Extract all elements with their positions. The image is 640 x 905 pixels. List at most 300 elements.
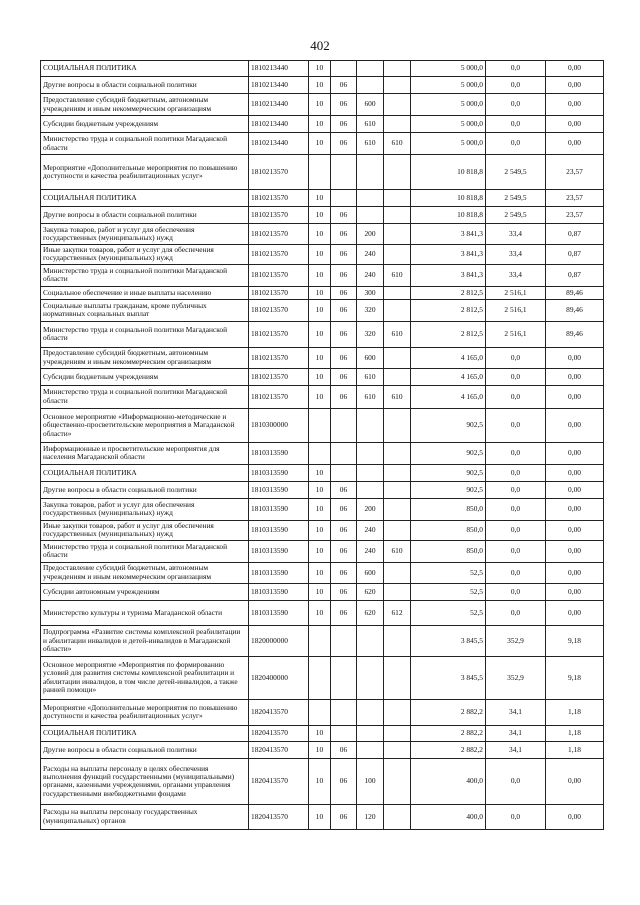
row-expense-type: 200	[357, 224, 384, 245]
row-admin-code: 612	[384, 600, 411, 625]
row-name: Расходы на выплаты персоналу государственных (муниципальных) органов	[41, 804, 249, 829]
row-admin-code: 610	[384, 540, 411, 562]
row-subsection: 06	[331, 94, 357, 116]
row-name: Министерство труда и социальной политики Магаданской области	[41, 264, 249, 286]
row-section: 10	[309, 368, 331, 385]
table-row	[41, 347, 604, 368]
row-target-code: 1810213570	[249, 286, 309, 299]
row-admin-code	[384, 94, 411, 116]
row-target-code: 1810213440	[249, 133, 309, 155]
row-section: 10	[309, 190, 331, 207]
row-target-code: 1810313590	[249, 481, 309, 498]
row-planned-amount: 5 000,0	[411, 116, 486, 133]
table-row	[41, 741, 604, 758]
row-name: Предоставление субсидий бюджетным, автономным учреждениям и иным некоммерческим организациям	[41, 562, 249, 583]
row-target-code: 1810300000	[249, 408, 309, 442]
row-actual-amount: 352,9	[486, 656, 546, 699]
row-section: 10	[309, 540, 331, 562]
row-target-code: 1810213570	[249, 368, 309, 385]
row-subsection	[331, 625, 357, 656]
table-row	[41, 207, 604, 224]
row-expense-type	[357, 408, 384, 442]
row-expense-type: 610	[357, 385, 384, 408]
row-name: Основное мероприятие «Мероприятия по формированию условий для развития системы комплексной реабилитации и абилитации инвалидов, в том числе детей-инвалидов, а также ранней помощи»	[41, 656, 249, 699]
row-subsection	[331, 656, 357, 699]
row-expense-type	[357, 699, 384, 725]
row-planned-amount: 5 000,0	[411, 94, 486, 116]
row-execution-percent: 23,57	[546, 207, 604, 224]
page-number: 402	[310, 38, 330, 53]
row-section: 10	[309, 94, 331, 116]
row-target-code: 1810213570	[249, 245, 309, 265]
row-name: Закупка товаров, работ и услуг для обеспечения государственных (муниципальных) нужд	[41, 224, 249, 245]
row-section: 10	[309, 347, 331, 368]
row-admin-code	[384, 207, 411, 224]
row-admin-code	[384, 61, 411, 77]
row-execution-percent: 0,00	[546, 464, 604, 481]
row-section: 10	[309, 562, 331, 583]
row-admin-code	[384, 699, 411, 725]
row-section: 10	[309, 725, 331, 741]
table-row	[41, 600, 604, 625]
row-target-code: 1810213570	[249, 347, 309, 368]
row-actual-amount: 0,0	[486, 408, 546, 442]
row-subsection: 06	[331, 347, 357, 368]
row-target-code: 1810213440	[249, 116, 309, 133]
row-target-code: 1810213440	[249, 61, 309, 77]
row-subsection	[331, 442, 357, 464]
row-name: Основное мероприятие «Информационно-методические и общественно-просветительские мероприятия в Магаданской области»	[41, 408, 249, 442]
row-actual-amount: 2 516,1	[486, 321, 546, 347]
row-expense-type	[357, 190, 384, 207]
row-target-code: 1810313590	[249, 464, 309, 481]
row-planned-amount: 4 165,0	[411, 347, 486, 368]
table-row	[41, 224, 604, 245]
row-execution-percent: 0,00	[546, 61, 604, 77]
row-name: Информационные и просветительские мероприятия для населения Магаданской области	[41, 442, 249, 464]
row-target-code: 1810213570	[249, 385, 309, 408]
row-execution-percent: 0,00	[546, 116, 604, 133]
row-target-code: 1810213570	[249, 299, 309, 321]
row-name: Мероприятие «Дополнительные мероприятия по повышению доступности и качества реабилитационных услуг»	[41, 155, 249, 190]
row-planned-amount: 5 000,0	[411, 77, 486, 94]
row-admin-code	[384, 245, 411, 265]
row-execution-percent: 1,18	[546, 725, 604, 741]
row-expense-type	[357, 481, 384, 498]
row-section: 10	[309, 758, 331, 804]
row-name: Закупка товаров, работ и услуг для обеспечения государственных (муниципальных) нужд	[41, 498, 249, 520]
row-expense-type: 610	[357, 133, 384, 155]
row-subsection: 06	[331, 583, 357, 600]
table-row	[41, 442, 604, 464]
row-target-code: 1820400000	[249, 656, 309, 699]
row-planned-amount: 52,5	[411, 583, 486, 600]
row-section	[309, 625, 331, 656]
table-row	[41, 656, 604, 699]
row-admin-code	[384, 286, 411, 299]
row-target-code: 1820000000	[249, 625, 309, 656]
row-section	[309, 442, 331, 464]
table-row	[41, 481, 604, 498]
row-expense-type: 320	[357, 321, 384, 347]
row-execution-percent: 0,00	[546, 347, 604, 368]
row-expense-type: 300	[357, 286, 384, 299]
row-planned-amount: 52,5	[411, 562, 486, 583]
row-section: 10	[309, 583, 331, 600]
row-execution-percent: 23,57	[546, 155, 604, 190]
row-actual-amount: 0,0	[486, 562, 546, 583]
row-section: 10	[309, 498, 331, 520]
row-target-code: 1810213570	[249, 155, 309, 190]
row-target-code: 1810213440	[249, 94, 309, 116]
row-section: 10	[309, 385, 331, 408]
row-section: 10	[309, 224, 331, 245]
row-actual-amount: 352,9	[486, 625, 546, 656]
row-section: 10	[309, 481, 331, 498]
row-name: Расходы на выплаты персоналу в целях обеспечения выполнения функций государственными (муниципальными) органами, казенными учреждениями, органами управления государственными внебюджетными фондами	[41, 758, 249, 804]
row-name: Другие вопросы в области социальной политики	[41, 77, 249, 94]
row-admin-code	[384, 464, 411, 481]
row-subsection: 06	[331, 321, 357, 347]
row-planned-amount: 3 841,3	[411, 264, 486, 286]
row-admin-code	[384, 116, 411, 133]
row-section: 10	[309, 133, 331, 155]
row-execution-percent: 0,00	[546, 481, 604, 498]
row-planned-amount: 10 818,8	[411, 155, 486, 190]
row-subsection: 06	[331, 498, 357, 520]
row-planned-amount: 2 882,2	[411, 741, 486, 758]
row-expense-type	[357, 741, 384, 758]
row-admin-code	[384, 224, 411, 245]
row-planned-amount: 5 000,0	[411, 61, 486, 77]
row-name: Другие вопросы в области социальной политики	[41, 481, 249, 498]
row-name: Субсидии автономным учреждениям	[41, 583, 249, 600]
row-target-code: 1810213570	[249, 190, 309, 207]
row-execution-percent: 0,87	[546, 245, 604, 265]
row-section	[309, 699, 331, 725]
row-actual-amount: 33,4	[486, 264, 546, 286]
row-actual-amount: 2 516,1	[486, 286, 546, 299]
row-admin-code	[384, 77, 411, 94]
row-execution-percent: 0,00	[546, 758, 604, 804]
row-execution-percent: 0,00	[546, 583, 604, 600]
table-row	[41, 699, 604, 725]
row-target-code: 1820413570	[249, 699, 309, 725]
row-execution-percent: 0,87	[546, 264, 604, 286]
table-row	[41, 725, 604, 741]
row-name: Иные закупки товаров, работ и услуг для обеспечения государственных (муниципальных) нужд	[41, 245, 249, 265]
row-actual-amount: 0,0	[486, 758, 546, 804]
row-actual-amount: 2 549,5	[486, 207, 546, 224]
row-planned-amount: 902,5	[411, 481, 486, 498]
row-expense-type: 610	[357, 116, 384, 133]
row-section	[309, 155, 331, 190]
row-execution-percent: 0,00	[546, 562, 604, 583]
row-expense-type	[357, 464, 384, 481]
row-planned-amount: 3 841,3	[411, 245, 486, 265]
row-execution-percent: 0,00	[546, 368, 604, 385]
row-execution-percent: 9,18	[546, 625, 604, 656]
row-section: 10	[309, 264, 331, 286]
row-actual-amount: 0,0	[486, 498, 546, 520]
table-row	[41, 758, 604, 804]
row-execution-percent: 89,46	[546, 286, 604, 299]
row-target-code: 1810313590	[249, 520, 309, 540]
row-subsection: 06	[331, 286, 357, 299]
row-section: 10	[309, 245, 331, 265]
row-admin-code	[384, 583, 411, 600]
table-row	[41, 520, 604, 540]
row-expense-type: 620	[357, 600, 384, 625]
row-subsection: 06	[331, 540, 357, 562]
row-expense-type: 240	[357, 245, 384, 265]
row-subsection	[331, 699, 357, 725]
row-name: Министерство труда и социальной политики Магаданской области	[41, 540, 249, 562]
row-actual-amount: 0,0	[486, 481, 546, 498]
row-expense-type	[357, 656, 384, 699]
row-execution-percent: 0,00	[546, 804, 604, 829]
row-admin-code: 610	[384, 321, 411, 347]
row-expense-type: 610	[357, 368, 384, 385]
row-planned-amount: 902,5	[411, 464, 486, 481]
row-target-code: 1810213570	[249, 264, 309, 286]
row-subsection: 06	[331, 133, 357, 155]
row-subsection: 06	[331, 299, 357, 321]
row-expense-type: 100	[357, 758, 384, 804]
row-expense-type	[357, 207, 384, 224]
row-subsection: 06	[331, 481, 357, 498]
row-actual-amount: 0,0	[486, 600, 546, 625]
row-actual-amount: 0,0	[486, 464, 546, 481]
row-planned-amount: 3 845,5	[411, 625, 486, 656]
row-actual-amount: 0,0	[486, 804, 546, 829]
row-subsection	[331, 61, 357, 77]
row-planned-amount: 902,5	[411, 442, 486, 464]
row-name: Подпрограмма «Развитие системы комплексной реабилитации и абилитации инвалидов и детей-инвалидов в Магаданской области»	[41, 625, 249, 656]
row-expense-type	[357, 625, 384, 656]
table-row	[41, 94, 604, 116]
row-subsection: 06	[331, 77, 357, 94]
row-admin-code	[384, 625, 411, 656]
table-row	[41, 133, 604, 155]
row-section: 10	[309, 286, 331, 299]
row-expense-type: 600	[357, 94, 384, 116]
row-subsection: 06	[331, 245, 357, 265]
table-row	[41, 540, 604, 562]
row-execution-percent: 0,00	[546, 442, 604, 464]
row-subsection	[331, 725, 357, 741]
row-subsection: 06	[331, 600, 357, 625]
row-section	[309, 408, 331, 442]
row-target-code: 1810313590	[249, 442, 309, 464]
row-admin-code	[384, 498, 411, 520]
row-subsection: 06	[331, 741, 357, 758]
table-row	[41, 190, 604, 207]
row-subsection	[331, 408, 357, 442]
row-planned-amount: 850,0	[411, 540, 486, 562]
row-section: 10	[309, 321, 331, 347]
row-admin-code	[384, 408, 411, 442]
row-name: СОЦИАЛЬНАЯ ПОЛИТИКА	[41, 190, 249, 207]
row-name: СОЦИАЛЬНАЯ ПОЛИТИКА	[41, 464, 249, 481]
row-section: 10	[309, 741, 331, 758]
table-row	[41, 299, 604, 321]
row-section: 10	[309, 299, 331, 321]
row-section: 10	[309, 116, 331, 133]
row-admin-code	[384, 758, 411, 804]
table-row	[41, 583, 604, 600]
budget-table-body	[41, 61, 604, 830]
row-subsection	[331, 190, 357, 207]
row-target-code: 1820413570	[249, 741, 309, 758]
row-target-code: 1810213570	[249, 224, 309, 245]
row-section: 10	[309, 804, 331, 829]
row-execution-percent: 0,00	[546, 133, 604, 155]
row-expense-type	[357, 725, 384, 741]
row-name: Мероприятие «Дополнительные мероприятия по повышению доступности и качества реабилитационных услуг»	[41, 699, 249, 725]
row-admin-code	[384, 155, 411, 190]
row-actual-amount: 2 549,5	[486, 190, 546, 207]
row-execution-percent: 0,00	[546, 540, 604, 562]
row-actual-amount: 2 516,1	[486, 299, 546, 321]
row-name: Иные закупки товаров, работ и услуг для обеспечения государственных (муниципальных) нужд	[41, 520, 249, 540]
row-planned-amount: 3 845,5	[411, 656, 486, 699]
row-expense-type	[357, 77, 384, 94]
table-row	[41, 264, 604, 286]
row-execution-percent: 89,46	[546, 299, 604, 321]
row-planned-amount: 5 000,0	[411, 133, 486, 155]
row-expense-type: 240	[357, 540, 384, 562]
row-actual-amount: 33,4	[486, 224, 546, 245]
row-subsection: 06	[331, 758, 357, 804]
row-execution-percent: 89,46	[546, 321, 604, 347]
row-actual-amount: 0,0	[486, 442, 546, 464]
row-admin-code	[384, 442, 411, 464]
row-actual-amount: 0,0	[486, 583, 546, 600]
row-planned-amount: 2 882,2	[411, 725, 486, 741]
row-subsection: 06	[331, 520, 357, 540]
row-name: Субсидии бюджетным учреждениям	[41, 116, 249, 133]
row-section: 10	[309, 207, 331, 224]
row-name: Социальные выплаты гражданам, кроме публичных нормативных социальных выплат	[41, 299, 249, 321]
row-name: Социальное обеспечение и иные выплаты населению	[41, 286, 249, 299]
row-admin-code	[384, 562, 411, 583]
row-planned-amount: 4 165,0	[411, 385, 486, 408]
row-actual-amount: 0,0	[486, 133, 546, 155]
row-planned-amount: 4 165,0	[411, 368, 486, 385]
row-planned-amount: 850,0	[411, 498, 486, 520]
row-subsection	[331, 155, 357, 190]
row-admin-code: 610	[384, 385, 411, 408]
row-actual-amount: 0,0	[486, 347, 546, 368]
row-expense-type: 620	[357, 583, 384, 600]
row-admin-code	[384, 347, 411, 368]
row-subsection: 06	[331, 562, 357, 583]
row-name: Министерство труда и социальной политики Магаданской области	[41, 133, 249, 155]
table-row	[41, 562, 604, 583]
row-execution-percent: 0,00	[546, 385, 604, 408]
row-target-code: 1810313590	[249, 562, 309, 583]
row-execution-percent: 0,87	[546, 224, 604, 245]
row-name: Предоставление субсидий бюджетным, автономным учреждениям и иным некоммерческим организациям	[41, 347, 249, 368]
row-planned-amount: 902,5	[411, 408, 486, 442]
row-actual-amount: 0,0	[486, 540, 546, 562]
row-expense-type: 240	[357, 264, 384, 286]
row-actual-amount: 0,0	[486, 385, 546, 408]
row-planned-amount: 10 818,8	[411, 190, 486, 207]
row-planned-amount: 52,5	[411, 600, 486, 625]
row-name: Субсидии бюджетным учреждениям	[41, 368, 249, 385]
table-row	[41, 464, 604, 481]
row-section: 10	[309, 600, 331, 625]
row-subsection: 06	[331, 264, 357, 286]
row-subsection: 06	[331, 368, 357, 385]
row-expense-type: 600	[357, 562, 384, 583]
row-admin-code	[384, 520, 411, 540]
row-execution-percent: 9,18	[546, 656, 604, 699]
table-row	[41, 77, 604, 94]
row-expense-type	[357, 61, 384, 77]
row-planned-amount: 2 812,5	[411, 299, 486, 321]
table-row	[41, 368, 604, 385]
row-name: СОЦИАЛЬНАЯ ПОЛИТИКА	[41, 725, 249, 741]
row-admin-code	[384, 804, 411, 829]
row-name: Предоставление субсидий бюджетным, автономным учреждениям и иным некоммерческим организациям	[41, 94, 249, 116]
row-actual-amount: 0,0	[486, 94, 546, 116]
row-target-code: 1810213570	[249, 207, 309, 224]
row-execution-percent: 0,00	[546, 498, 604, 520]
row-actual-amount: 0,0	[486, 368, 546, 385]
row-actual-amount: 0,0	[486, 61, 546, 77]
row-execution-percent: 0,00	[546, 520, 604, 540]
row-admin-code	[384, 368, 411, 385]
table-row	[41, 286, 604, 299]
row-admin-code: 610	[384, 264, 411, 286]
row-execution-percent: 0,00	[546, 77, 604, 94]
row-expense-type: 320	[357, 299, 384, 321]
row-name: СОЦИАЛЬНАЯ ПОЛИТИКА	[41, 61, 249, 77]
row-planned-amount: 850,0	[411, 520, 486, 540]
row-execution-percent: 0,00	[546, 408, 604, 442]
row-section	[309, 656, 331, 699]
row-subsection: 06	[331, 804, 357, 829]
row-execution-percent: 23,57	[546, 190, 604, 207]
row-admin-code	[384, 725, 411, 741]
row-section: 10	[309, 520, 331, 540]
row-actual-amount: 0,0	[486, 520, 546, 540]
row-admin-code	[384, 741, 411, 758]
row-actual-amount: 0,0	[486, 116, 546, 133]
row-subsection: 06	[331, 224, 357, 245]
row-section: 10	[309, 464, 331, 481]
table-row	[41, 321, 604, 347]
row-target-code: 1820413570	[249, 758, 309, 804]
row-actual-amount: 2 549,5	[486, 155, 546, 190]
row-planned-amount: 400,0	[411, 758, 486, 804]
row-actual-amount: 0,0	[486, 77, 546, 94]
row-execution-percent: 1,18	[546, 741, 604, 758]
row-name: Министерство труда и социальной политики Магаданской области	[41, 321, 249, 347]
table-row	[41, 245, 604, 265]
row-name: Министерство культуры и туризма Магаданской области	[41, 600, 249, 625]
row-actual-amount: 34,1	[486, 699, 546, 725]
row-planned-amount: 2 812,5	[411, 321, 486, 347]
row-planned-amount: 3 841,3	[411, 224, 486, 245]
row-expense-type	[357, 155, 384, 190]
row-subsection: 06	[331, 385, 357, 408]
row-target-code: 1810313590	[249, 600, 309, 625]
row-planned-amount: 400,0	[411, 804, 486, 829]
